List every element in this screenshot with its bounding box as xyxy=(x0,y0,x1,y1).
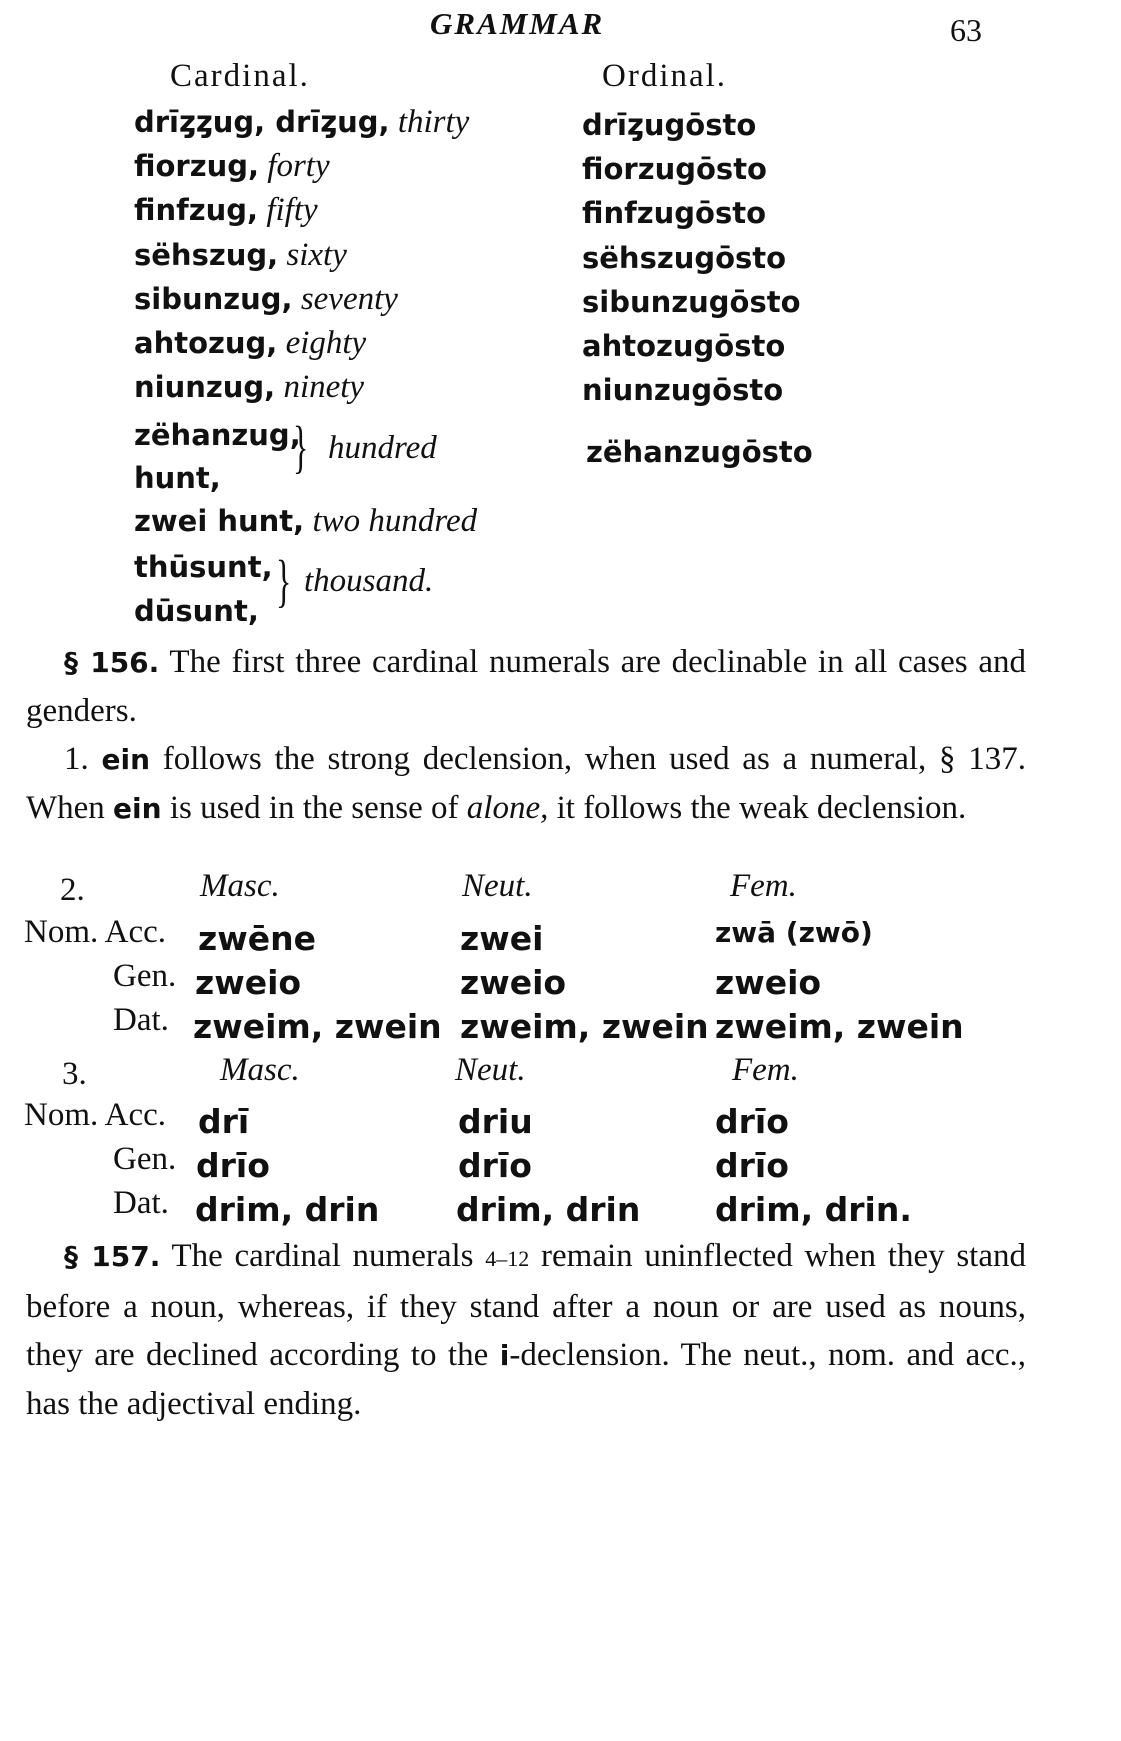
case-label: Gen. xyxy=(113,1141,177,1177)
cardinal-word: finfzug, xyxy=(134,193,259,227)
emphasis: alone, xyxy=(466,790,549,826)
cardinal-word: thūsunt, xyxy=(134,550,273,584)
cardinal-heading-text: Cardinal. xyxy=(170,58,310,94)
english-gloss: eighty xyxy=(285,325,367,361)
right-brace: } xyxy=(293,414,309,479)
table-cell: drim, drin. xyxy=(715,1190,912,1229)
numeral-row xyxy=(134,148,330,185)
keyword: ein xyxy=(113,792,162,825)
numeral-row xyxy=(134,104,469,141)
ordinal-heading xyxy=(602,58,727,95)
cardinal-word: niunzug, xyxy=(134,370,276,404)
paragraph-text: is used in the sense of xyxy=(169,790,459,826)
ordinal-word: zëhanzugōsto xyxy=(586,435,813,469)
english-gloss: fifty xyxy=(266,192,318,228)
ordinal-heading-text: Ordinal. xyxy=(602,58,728,94)
column-header-masc: Masc. xyxy=(200,868,280,904)
table-cell: drim, drin xyxy=(195,1190,380,1229)
table-cell: drīo xyxy=(715,1146,789,1185)
ordinal-word: drīȥugōsto xyxy=(582,108,757,142)
paragraph-text: The cardinal numerals xyxy=(171,1238,474,1274)
numeral-range: 4–12 xyxy=(485,1246,530,1271)
table-cell: zweio xyxy=(460,963,567,1002)
english-gloss: forty xyxy=(267,148,330,184)
table-cell: zweio xyxy=(715,963,822,1002)
numeral-row xyxy=(134,369,364,406)
english-gloss: sixty xyxy=(286,237,347,273)
ordinal-word: sëhszugōsto xyxy=(582,241,787,275)
english-gloss: ninety xyxy=(283,369,365,405)
section-157-paragraph xyxy=(26,1232,1026,1428)
case-label: Dat. xyxy=(113,1002,169,1038)
cardinal-heading xyxy=(170,58,310,95)
ordinal-word: ahtozugōsto xyxy=(582,329,786,363)
table-cell: zweim, zwein xyxy=(460,1007,709,1046)
cardinal-word: sëhszug, xyxy=(134,238,279,272)
numeral-row xyxy=(134,192,318,229)
cardinal-word: ahtozug, xyxy=(134,326,278,360)
cardinal-word: zëhanzug, xyxy=(134,418,301,452)
paragraph-text: The first three cardinal numerals are declinable in all cases and genders. xyxy=(26,644,1026,729)
paragraph-text: follows the strong declension, when used as a numeral, § 137. When xyxy=(26,741,1026,826)
paragraph-text: it follows the weak declension. xyxy=(556,790,967,826)
table-cell: zwei xyxy=(460,919,544,958)
numeral-row xyxy=(134,237,347,274)
paragraph-ein xyxy=(26,735,1026,833)
column-header-neut: Neut. xyxy=(455,1052,526,1088)
english-gloss: thirty xyxy=(397,104,470,140)
cardinal-word: fiorzug, xyxy=(134,149,260,183)
cardinal-word: drīȥȥug, drīȥug, xyxy=(134,105,390,139)
numeral-row xyxy=(134,325,366,362)
keyword: i xyxy=(499,1339,510,1372)
english-gloss: thousand. xyxy=(304,563,434,599)
cardinal-word: dūsunt, xyxy=(134,594,259,628)
table-cell: drīo xyxy=(458,1146,532,1185)
table-cell: zwā (zwō) xyxy=(715,916,873,949)
english-gloss: hundred xyxy=(328,430,437,466)
paragraph-text: remain uninflected when they stand before a noun, whereas, if they stand after a noun or are used as nouns, they are declined according to the xyxy=(26,1238,1026,1373)
item-number: 1. xyxy=(64,741,89,777)
table-cell: zweio xyxy=(195,963,302,1002)
cardinal-word: hunt, xyxy=(134,461,221,495)
section-number: § 157. xyxy=(64,1240,161,1273)
numeral-row xyxy=(134,281,398,318)
table-cell: zweim, zwein xyxy=(193,1007,442,1046)
right-brace: } xyxy=(276,548,292,613)
case-label: Nom. Acc. xyxy=(24,1097,167,1133)
keyword: ein xyxy=(101,743,151,776)
table-cell: zwēne xyxy=(198,919,316,958)
case-label: Nom. Acc. xyxy=(24,914,167,950)
numeral-row xyxy=(134,503,477,540)
table-cell: zweim, zwein xyxy=(715,1007,964,1046)
table-3-number: 3. xyxy=(62,1056,87,1092)
case-label: Gen. xyxy=(113,958,177,994)
running-header-title: GRAMMAR xyxy=(430,6,605,41)
case-label: Dat. xyxy=(113,1185,169,1221)
column-header-fem: Fem. xyxy=(732,1052,799,1088)
ordinal-word: niunzugōsto xyxy=(582,373,784,407)
ordinal-word: finfzugōsto xyxy=(582,196,767,230)
table-cell: drim, drin xyxy=(456,1190,641,1229)
ordinal-word: sibunzugōsto xyxy=(582,285,801,319)
section-number: § 156. xyxy=(64,646,160,679)
cardinal-word: zwei hunt, xyxy=(134,504,305,538)
cardinal-word: sibunzug, xyxy=(134,282,293,316)
table-cell: driu xyxy=(458,1102,533,1141)
column-header-masc: Masc. xyxy=(220,1052,300,1088)
table-cell: drīo xyxy=(715,1102,789,1141)
table-cell: drī xyxy=(198,1102,250,1141)
section-156-paragraph xyxy=(26,638,1026,735)
page-number: 63 xyxy=(950,12,982,48)
english-gloss: two hundred xyxy=(312,503,478,539)
table-2-number: 2. xyxy=(60,872,85,908)
ordinal-word: fiorzugōsto xyxy=(582,152,767,186)
column-header-fem: Fem. xyxy=(730,868,797,904)
paragraph-text: -declension. The neut., nom. and acc., has the adjectival ending. xyxy=(26,1337,1027,1422)
table-cell: drīo xyxy=(196,1146,270,1185)
column-header-neut: Neut. xyxy=(462,868,533,904)
english-gloss: seventy xyxy=(300,281,398,317)
